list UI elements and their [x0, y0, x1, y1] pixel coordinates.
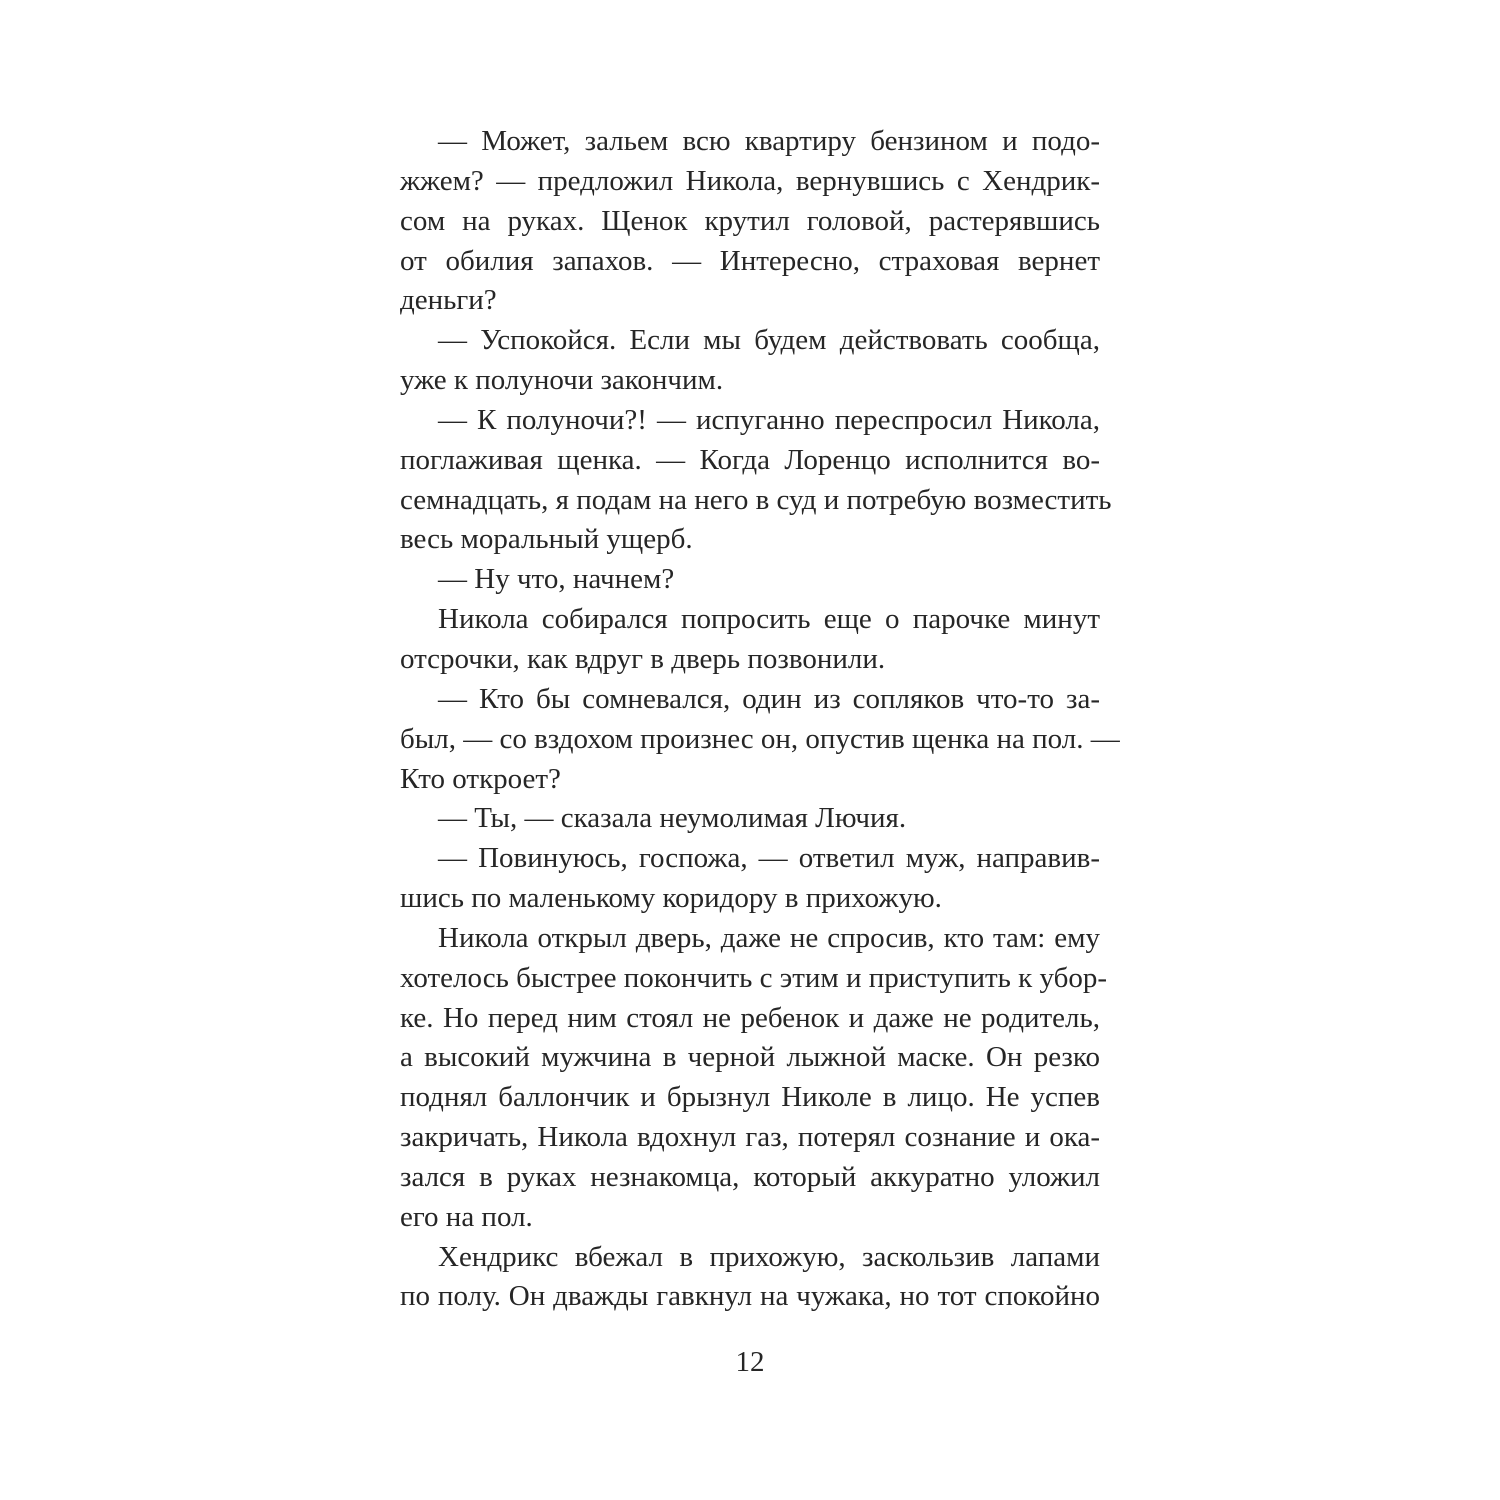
text-line: Никола открыл дверь, даже не спросив, кто там: ему: [438, 921, 1100, 954]
text-line: — Кто бы сомневался, один из сопляков что-то за-: [438, 682, 1100, 715]
body-text: [400, 122, 1120, 1317]
text-line: — Ну что, начнем?: [438, 563, 675, 596]
text-line: Кто откроет?: [400, 762, 561, 795]
text-line: отсрочки, как вдруг в дверь позвонили.: [400, 642, 886, 675]
text-line: а высокий мужчина в черной лыжной маске. Он резко: [400, 1041, 1100, 1074]
text-line: хотелось быстрее покончить с этим и приступить к убор-: [400, 961, 1108, 994]
text-line: закричать, Никола вдохнул газ, потерял сознание и ока-: [400, 1121, 1100, 1154]
text-line: Хендрикс вбежал в прихожую, заскользив лапами: [438, 1240, 1100, 1273]
text-line: — Повинуюсь, госпожа, — ответил муж, направив-: [438, 842, 1100, 875]
text-line: поднял баллончик и брызнул Николе в лицо. Не успев: [400, 1081, 1100, 1114]
text-line: — К полуночи?! — испуганно переспросил Никола,: [438, 403, 1100, 436]
text-line: — Может, зальем всю квартиру бензином и подо-: [438, 125, 1100, 157]
text-line: его на пол.: [400, 1200, 533, 1233]
text-line: по полу. Он дважды гавкнул на чужака, но тот спокойно: [400, 1280, 1100, 1313]
text-line: весь моральный ущерб.: [400, 523, 693, 556]
text-line: Никола собирался попросить еще о парочке минут: [438, 603, 1100, 636]
text-line: ке. Но перед ним стоял не ребенок и даже не родитель,: [400, 1001, 1100, 1034]
text-line: был, — со вздохом произнес он, опустив щенка на пол. —: [400, 722, 1120, 755]
text-line: шись по маленькому коридору в прихожую.: [400, 882, 942, 915]
text-line: зался в руках незнакомца, который аккуратно уложил: [400, 1160, 1100, 1193]
page-number: 12: [735, 1346, 765, 1378]
text-line: деньги?: [400, 284, 497, 317]
text-line: поглаживая щенка. — Когда Лоренцо исполнится во-: [400, 443, 1100, 476]
text-line: семнадцать, я подам на него в суд и потребую возместить: [400, 483, 1112, 516]
text-line: жжем? — предложил Никола, вернувшись с Хендрик-: [400, 164, 1100, 197]
text-line: — Ты, — сказала неумолимая Лючия.: [438, 802, 907, 835]
text-line: от обилия запахов. — Интересно, страховая вернет: [400, 244, 1100, 277]
text-line: сом на руках. Щенок крутил головой, растерявшись: [400, 204, 1100, 237]
text-line: — Успокойся. Если мы будем действовать сообща,: [438, 324, 1100, 357]
text-line: уже к полуночи закончим.: [400, 364, 724, 397]
